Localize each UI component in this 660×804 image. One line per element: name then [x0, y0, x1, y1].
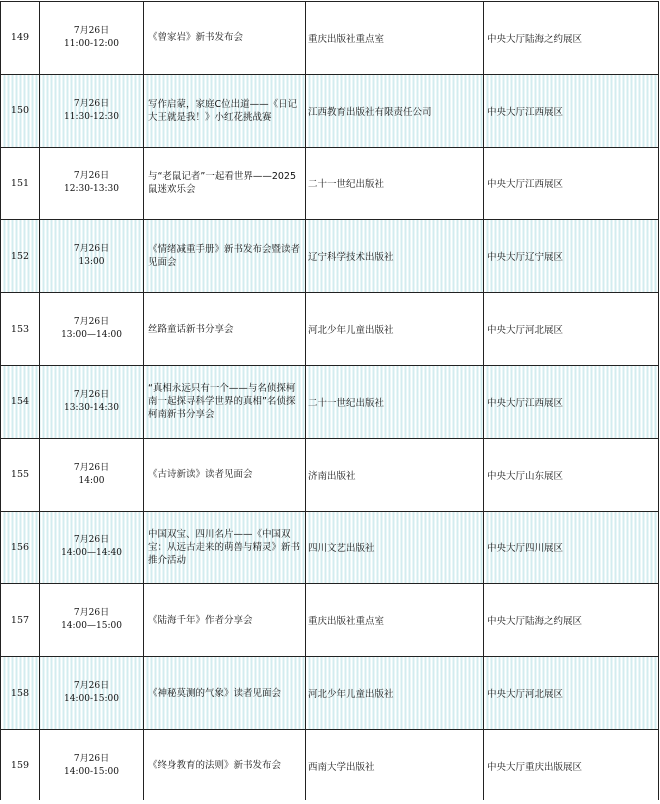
date-time-cell: [40, 584, 144, 657]
event-title: 《神秘莫测的气象》读者见面会: [144, 657, 306, 730]
event-time: 12:30-13:30: [64, 184, 119, 195]
event-date: 7月26日: [73, 317, 110, 328]
venue-name: 中央大厅辽宁展区: [484, 220, 659, 293]
event-title: “真相永远只有一个——与名侦探柯南一起探寻科学世界的真相”名侦探柯南新书分享会: [144, 365, 306, 438]
table-row: [1, 584, 659, 657]
event-date: 7月26日: [73, 535, 110, 546]
venue-name: 中央大厅河北展区: [484, 293, 659, 366]
venue-name: 中央大厅江西展区: [484, 147, 659, 220]
page-bottom-margin: [0, 800, 660, 804]
event-date: 7月26日: [73, 608, 110, 619]
row-number: 158: [1, 657, 40, 730]
event-schedule-table: [0, 1, 659, 803]
venue-name: 中央大厅河北展区: [484, 657, 659, 730]
row-number: 157: [1, 584, 40, 657]
publisher-name: 江西教育出版社有限责任公司: [306, 74, 484, 147]
event-date: 7月26日: [73, 25, 110, 36]
publisher-name: 河北少年儿童出版社: [306, 293, 484, 366]
event-time: 14:00-15:00: [64, 766, 119, 777]
row-number: 150: [1, 74, 40, 147]
event-time: 14:00: [78, 475, 105, 486]
table-row: [1, 74, 659, 147]
event-date: 7月26日: [73, 681, 110, 692]
event-time: 11:30-12:30: [64, 111, 119, 122]
venue-name: 中央大厅重庆出版展区: [484, 729, 659, 802]
date-time-cell: [40, 438, 144, 511]
publisher-name: 二十一世纪出版社: [306, 147, 484, 220]
publisher-name: 西南大学出版社: [306, 729, 484, 802]
venue-name: 中央大厅江西展区: [484, 365, 659, 438]
row-number: 159: [1, 729, 40, 802]
venue-name: 中央大厅陆海之约展区: [484, 2, 659, 75]
date-time-cell: [40, 657, 144, 730]
event-time: 14:00—15:00: [61, 621, 122, 632]
publisher-name: 重庆出版社重点室: [306, 2, 484, 75]
publisher-name: 四川文艺出版社: [306, 511, 484, 584]
table-row: [1, 220, 659, 293]
date-time-cell: [40, 2, 144, 75]
row-number: 155: [1, 438, 40, 511]
table-row: [1, 438, 659, 511]
event-title: 写作启蒙，家庭C位出道——《日记大王就是我！》小红花挑战赛: [144, 74, 306, 147]
event-date: 7月26日: [73, 389, 110, 400]
row-number: 153: [1, 293, 40, 366]
event-title: 《陆海千年》作者分享会: [144, 584, 306, 657]
event-date: 7月26日: [73, 753, 110, 764]
event-time: 13:30-14:30: [64, 402, 119, 413]
event-time: 11:00-12:00: [64, 38, 119, 49]
row-number: 156: [1, 511, 40, 584]
publisher-name: 二十一世纪出版社: [306, 365, 484, 438]
table-row: [1, 729, 659, 802]
publisher-name: 重庆出版社重点室: [306, 584, 484, 657]
table-row: [1, 293, 659, 366]
date-time-cell: [40, 220, 144, 293]
row-number: 151: [1, 147, 40, 220]
table-row: [1, 511, 659, 584]
venue-name: 中央大厅陆海之约展区: [484, 584, 659, 657]
event-date: 7月26日: [73, 462, 110, 473]
venue-name: 中央大厅江西展区: [484, 74, 659, 147]
event-title: 《终身教育的法则》新书发布会: [144, 729, 306, 802]
publisher-name: 辽宁科学技术出版社: [306, 220, 484, 293]
date-time-cell: [40, 293, 144, 366]
row-number: 149: [1, 2, 40, 75]
event-time: 14:00—14:40: [61, 548, 122, 559]
row-number: 154: [1, 365, 40, 438]
event-time: 14:00-15:00: [64, 694, 119, 705]
row-number: 152: [1, 220, 40, 293]
event-title: 《情绪减重手册》新书发布会暨读者见面会: [144, 220, 306, 293]
table-row: [1, 365, 659, 438]
publisher-name: 河北少年儿童出版社: [306, 657, 484, 730]
venue-name: 中央大厅四川展区: [484, 511, 659, 584]
event-time: 13:00—14:00: [61, 330, 122, 341]
event-title: 与“老鼠记者”一起看世界——2025鼠迷欢乐会: [144, 147, 306, 220]
event-title: 中国双宝、四川名片——《中国双宝：从远古走来的萌兽与精灵》新书推介活动: [144, 511, 306, 584]
event-date: 7月26日: [73, 98, 110, 109]
venue-name: 中央大厅山东展区: [484, 438, 659, 511]
table-row: [1, 147, 659, 220]
table-row: [1, 2, 659, 75]
date-time-cell: [40, 511, 144, 584]
event-title: 《古诗新读》读者见面会: [144, 438, 306, 511]
event-time: 13:00: [78, 257, 105, 268]
date-time-cell: [40, 74, 144, 147]
event-title: 丝路童话新书分享会: [144, 293, 306, 366]
date-time-cell: [40, 729, 144, 802]
event-title: 《曾家岩》新书发布会: [144, 2, 306, 75]
publisher-name: 济南出版社: [306, 438, 484, 511]
table-row: [1, 657, 659, 730]
event-date: 7月26日: [73, 171, 110, 182]
date-time-cell: [40, 365, 144, 438]
event-date: 7月26日: [73, 244, 110, 255]
date-time-cell: [40, 147, 144, 220]
